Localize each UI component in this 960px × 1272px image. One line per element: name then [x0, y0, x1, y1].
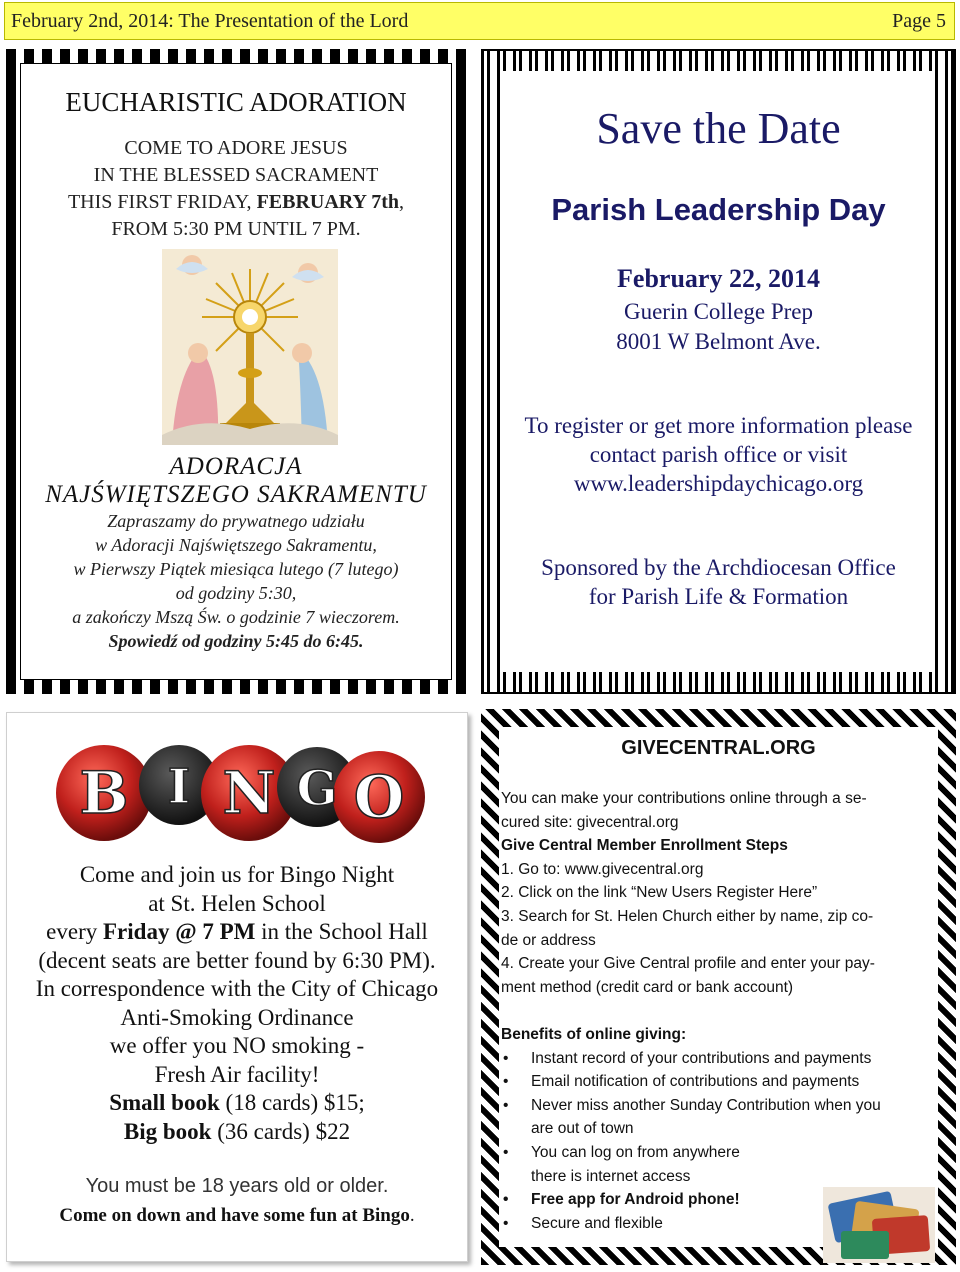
polish-line: Zapraszamy do prywatnego udziału [107, 511, 365, 531]
adoration-line: FROM 5:30 PM UNTIL 7 PM. [111, 218, 361, 240]
price-label: Small book [109, 1090, 220, 1115]
bingo-line: we offer you NO smoking - [109, 1033, 365, 1058]
page-number: Page 5 [892, 10, 946, 32]
sponsor-info [503, 553, 934, 611]
bingo-line: Come and join us for Bingo Night [79, 862, 395, 887]
step-item: 1. Go to: www.givecentral.org [501, 860, 704, 878]
registration-link[interactable]: www.leadershipdaychicago.org [573, 471, 864, 496]
polish-line: w Pierwszy Piątek miesiąca lutego (7 lutego) [73, 559, 399, 579]
bingo-time: Friday @ 7 PM [103, 919, 256, 944]
givecentral-title: GIVECENTRAL.ORG [621, 737, 816, 759]
adoration-line-text: , [399, 191, 405, 213]
event-venue: Guerin College Prep [623, 299, 814, 324]
save-the-date-box [481, 49, 956, 694]
polish-details [20, 509, 452, 653]
registration-info [503, 411, 934, 498]
givecentral-inner [499, 727, 938, 1247]
bingo-price-small [7, 1089, 467, 1118]
adoration-line-text: THIS FIRST FRIDAY, [67, 191, 257, 213]
event-date: February 22, 2014 [617, 264, 820, 293]
givecentral-steps [501, 787, 933, 999]
event-location [503, 297, 934, 357]
bingo-line: Fresh Air facility! [154, 1061, 320, 1087]
benefit-item: • Free app for Android phone! [531, 1188, 935, 1212]
save-date-title: Save the Date [596, 104, 841, 153]
adoration-line: COME TO ADORE JESUS [124, 137, 348, 159]
leadership-day-title: Parish Leadership Day [551, 192, 886, 227]
bingo-price-big [7, 1118, 467, 1147]
give-line: cured site: givecentral.org [501, 813, 679, 831]
bingo-line: (decent seats are better found by 6:30 PM). [38, 947, 436, 973]
monstrance-illustration [162, 249, 338, 445]
bingo-logo [49, 735, 429, 845]
polish-line: a zakończy Mszą Św. o godzinie 7 wieczorem. [72, 607, 400, 627]
credit-cards-image [823, 1187, 935, 1263]
benefit-item: • Instant record of your contributions and payments [531, 1047, 935, 1071]
bingo-line: Anti-Smoking Ordinance [120, 1004, 354, 1030]
bingo-letter-i: I [167, 759, 191, 815]
benefit-item [531, 1094, 935, 1141]
bingo-letter-g: G [296, 761, 338, 817]
benefit-item: • Secure and flexible [531, 1212, 935, 1236]
step-item: de or address [501, 931, 596, 949]
event-address: 8001 W Belmont Ave. [616, 329, 821, 354]
sponsor-line: for Parish Life & Formation [588, 584, 849, 609]
age-requirement: You must be 18 years old or older. [85, 1175, 389, 1197]
give-line: You can make your contributions online through a se- [501, 790, 867, 807]
bingo-line: In correspondence with the City of Chicago [35, 976, 439, 1001]
polish-line: od godziny 5:30, [175, 583, 297, 603]
bingo-letter-n: N [222, 759, 276, 827]
benefit-item: • Email notification of contributions and payments [531, 1070, 935, 1094]
steps-title: Give Central Member Enrollment Steps [501, 837, 788, 855]
benefit-line: there is internet access [531, 1167, 691, 1185]
confession-hours: Spowiedź od godziny 5:45 do 6:45. [108, 631, 364, 651]
polish-title-line: NAJŚWIĘTSZEGO SAKRAMENTU [45, 481, 427, 508]
step-item: 3. Search for St. Helen Church either by name, zip co- [501, 907, 874, 925]
step-item: 2. Click on the link “New Users Register Here” [501, 884, 818, 902]
adoration-line [20, 189, 452, 216]
benefit-item [531, 1141, 935, 1188]
bingo-line: at St. Helen School [148, 890, 326, 916]
price-label: Big book [123, 1118, 212, 1144]
benefit-line: • You can log on from anywhere [531, 1143, 740, 1161]
issue-title: February 2nd, 2014: The Presentation of the Lord [11, 10, 409, 32]
registration-line: To register or get more information please [524, 413, 913, 438]
bingo-invite [7, 1205, 467, 1227]
price-value: (36 cards) $22 [211, 1118, 351, 1144]
bingo-invite-text: Come on down and have some fun at Bingo [59, 1205, 410, 1226]
benefit-line: are out of town [531, 1120, 634, 1138]
registration-line: contact parish office or visit [589, 442, 848, 467]
polish-title [20, 453, 452, 509]
adoration-details [20, 135, 452, 243]
bingo-letter-b: B [79, 759, 129, 827]
adoration-date: FEBRUARY 7th [256, 191, 400, 213]
step-item: 4. Create your Give Central profile and enter your pay- [501, 955, 875, 973]
step-item: ment method (credit card or bank account) [501, 978, 794, 996]
bingo-details [7, 861, 467, 1146]
page-header [4, 2, 955, 40]
sponsor-line: Sponsored by the Archdiocesan Office [541, 555, 896, 580]
adoration-line: IN THE BLESSED SACRAMENT [93, 164, 379, 186]
givecentral-box [481, 709, 956, 1265]
polish-title-line: ADORACJA [169, 453, 303, 480]
bingo-letter-o: O [353, 763, 405, 831]
eucharistic-adoration-box [6, 49, 466, 694]
price-value: (18 cards) $15; [219, 1090, 365, 1115]
bingo-text: in the School Hall [255, 919, 428, 944]
bingo-line [7, 918, 467, 947]
benefit-line: • Never miss another Sunday Contribution when you [531, 1096, 881, 1114]
bingo-invite-end: . [409, 1205, 415, 1226]
polish-line: w Adoracji Najświętszego Sakramentu, [95, 535, 377, 555]
bingo-box [6, 712, 468, 1262]
benefits-title: Benefits of online giving: [501, 1026, 687, 1043]
adoration-title: EUCHARISTIC ADORATION [65, 87, 407, 117]
bingo-text: every [46, 919, 103, 944]
